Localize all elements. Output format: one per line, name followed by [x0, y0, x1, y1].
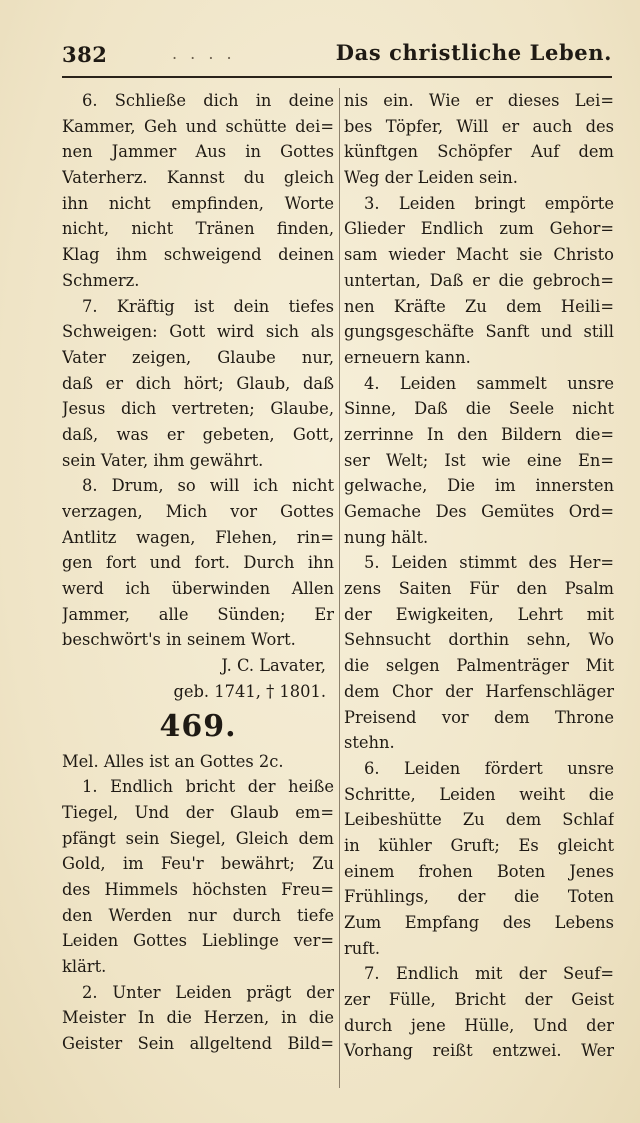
hymn-verse-3 — [344, 191, 614, 371]
column-divider — [339, 88, 340, 1088]
text-line: Leibeshütte Zu dem Schlaf — [344, 810, 614, 830]
text-line: pfängt sein Siegel, Gleich dem — [62, 828, 334, 848]
text-line: gen fort und fort. Durch ihn — [62, 553, 334, 573]
text-line: durch jene Hülle, Und der — [344, 1015, 614, 1035]
text-line: nung hält. — [344, 527, 429, 547]
text-line: 6. Schließe dich in deine — [82, 91, 334, 110]
text-line: gungsgeschäfte Sanft und still — [344, 322, 614, 342]
text-line: dem Chor der Harfenschläger — [344, 681, 614, 701]
text-line: 1. Endlich bricht der heiße — [82, 777, 334, 797]
header-rule — [62, 76, 612, 78]
hymn-verse-6 — [344, 756, 614, 962]
text-line: 5. Leiden stimmt des Her= — [364, 553, 614, 573]
text-line: Jesus dich vertreten; Glaube, — [62, 399, 334, 419]
text-line: Schritte, Leiden weiht die — [344, 784, 614, 804]
text-line: ihn nicht empfinden, Worte — [62, 193, 334, 213]
hymn-verse-1 — [62, 774, 334, 980]
text-line: 7. Kräftig ist dein tiefes — [82, 296, 334, 316]
verse-7-left — [62, 294, 334, 474]
text-line: den Werden nur durch tiefe — [62, 905, 334, 925]
text-line: Vorhang reißt entzwei. Wer — [344, 1041, 614, 1061]
hymn-verse-7 — [344, 961, 614, 1064]
text-line: 2. Unter Leiden prägt der — [82, 982, 334, 1002]
text-line: 4. Leiden sammelt unsre — [364, 373, 614, 393]
text-line: erneuern kann. — [344, 347, 471, 367]
verse-6-left — [62, 88, 334, 294]
text-line: 6. Leiden fördert unsre — [364, 758, 614, 778]
text-line: 7. Endlich mit der Seuf= — [364, 964, 614, 984]
text-line: ruft. — [344, 938, 381, 958]
hymn-number: 469. — [159, 708, 237, 744]
text-line: die selgen Palmenträger Mit — [344, 656, 614, 676]
text-line: nen Kräfte Zu dem Heili= — [344, 296, 614, 316]
text-line: Schweigen: Gott wird sich als — [62, 322, 334, 342]
text-line: der Ewigkeiten, Lehrt mit — [344, 604, 614, 624]
text-line: Leiden Gottes Lieblinge ver= — [62, 931, 334, 951]
text-line: zens Saiten Für den Psalm — [344, 579, 614, 599]
text-line: zerrinne In den Bildern die= — [344, 424, 614, 444]
text-line: ser Welt; Ist wie eine En= — [344, 450, 614, 470]
hymn-verse-2-cont — [344, 88, 614, 191]
author-dates: geb. 1741, † 1801. — [173, 681, 326, 701]
text-line: bes Töpfer, Will er auch des — [344, 116, 614, 136]
verse-8-left — [62, 473, 334, 653]
text-line: stehn. — [344, 733, 395, 753]
text-line: des Himmels höchsten Freu= — [62, 879, 334, 899]
text-line: verzagen, Mich vor Gottes — [62, 502, 334, 521]
text-line: Sehnsucht dorthin sehn, Wo — [344, 630, 614, 650]
text-line: Glieder Endlich zum Gehor= — [344, 219, 614, 239]
text-line: Gemache Des Gemütes Ord= — [344, 502, 614, 521]
text-line: 8. Drum, so will ich nicht — [82, 476, 334, 496]
text-line: zer Fülle, Bricht der Geist — [344, 990, 614, 1010]
text-line: Meister In die Herzen, in die — [62, 1008, 334, 1028]
left-column — [62, 88, 334, 1057]
text-line: Vater zeigen, Glaube nur, — [62, 347, 334, 367]
text-line: 3. Leiden bringt empörte — [364, 193, 614, 213]
text-line: untertan, Daß er die gebroch= — [344, 270, 614, 290]
text-line: Geister Sein allgeltend Bild= — [62, 1034, 334, 1054]
text-line: werd ich überwinden Allen — [62, 579, 334, 599]
melody-line: Mel. Alles ist an Gottes 2c. — [62, 751, 284, 771]
text-line: Antlitz wagen, Flehen, rin= — [62, 527, 334, 547]
text-line: beschwört's in seinem Wort. — [62, 630, 296, 650]
text-line: Frühlings, der die Toten — [344, 887, 614, 907]
text-line: daß, was er gebeten, Gott, — [62, 424, 334, 444]
text-line: Vaterherz. Kannst du gleich — [62, 168, 334, 188]
text-line: nen Jammer Aus in Gottes — [62, 142, 334, 162]
hymn-verse-5 — [344, 550, 614, 756]
text-line: Sinne, Daß die Seele nicht — [344, 399, 614, 419]
author-credit: J. C. Lavater, — [221, 656, 326, 676]
header-dots: . . . . — [172, 44, 236, 63]
page-header — [62, 36, 612, 76]
hymn-verse-4 — [344, 371, 614, 551]
text-line: Preisend vor dem Throne — [344, 707, 614, 727]
text-line: nis ein. Wie er dieses Lei= — [344, 91, 614, 110]
text-line: einem frohen Boten Jenes — [344, 861, 614, 881]
text-line: sein Vater, ihm gewährt. — [62, 450, 264, 470]
text-line: Jammer, alle Sünden; Er — [62, 604, 334, 624]
text-line: Gold, im Feu'r bewährt; Zu — [62, 854, 334, 874]
text-line: Tiegel, Und der Glaub em= — [62, 802, 334, 822]
text-line: gelwache, Die im innersten — [344, 476, 614, 496]
text-line: daß er dich hört; Glaub, daß — [62, 373, 334, 393]
running-title: Das christliche Leben. — [335, 40, 612, 65]
text-line: künftgen Schöpfer Auf dem — [344, 142, 614, 162]
text-line: nicht, nicht Tränen finden, — [62, 219, 334, 239]
text-line: in kühler Gruft; Es gleicht — [344, 835, 614, 855]
text-line: Weg der Leiden sein. — [344, 168, 518, 188]
text-line: klärt. — [62, 957, 107, 976]
text-line: Zum Empfang des Lebens — [344, 913, 614, 932]
text-line: Klag ihm schweigend deinen — [62, 245, 334, 265]
right-column — [344, 88, 614, 1064]
page-number: 382 — [62, 42, 108, 67]
hymn-verse-2 — [62, 980, 334, 1057]
text-line: sam wieder Macht sie Christo — [344, 245, 614, 265]
text-line: Schmerz. — [62, 270, 140, 290]
text-line: Kammer, Geh und schütte dei= — [62, 116, 334, 136]
